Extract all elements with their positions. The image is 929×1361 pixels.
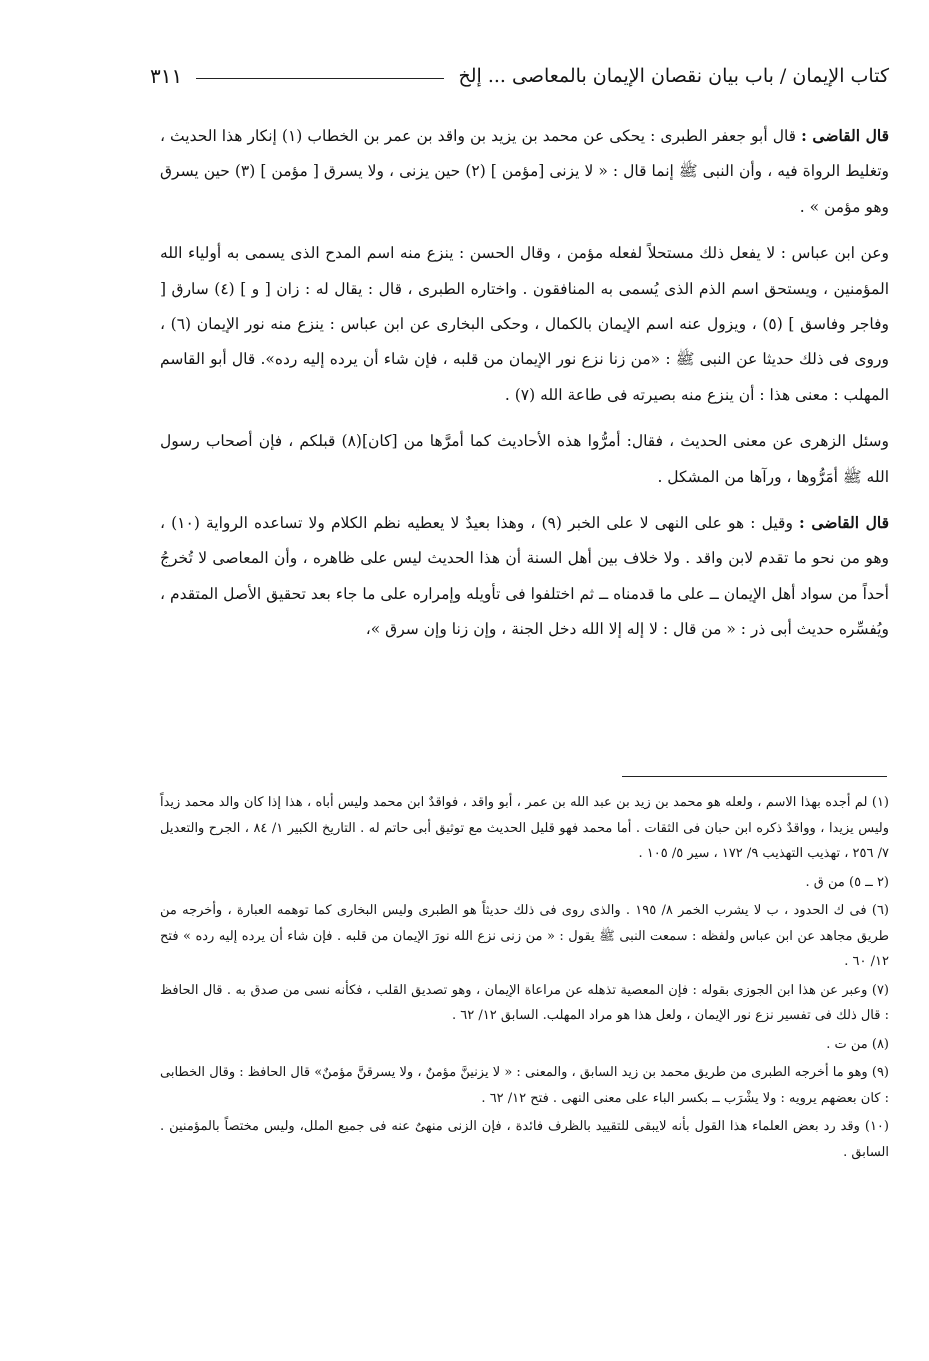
footnote-divider [622,776,887,777]
header-rule [196,78,444,79]
paragraph [160,235,889,413]
paragraph-lead: قال القاضى : [799,513,889,533]
footnote: (٧) وعبر عن هذا ابن الجوزى بقوله : فإن المعصية تذهله عن مراعاة الإيمان ، وهو تصديق القلب ، فكأنه نسى من صدق به . قال الحافظ : قال ذلك فى تفسير نزع نور الإيمان ، ولعل هذا هو مراد المهلب. السابق ١٢/ ٦٢ . [160,982,889,1023]
running-header-title: كتاب الإيمان / باب بيان نقصان الإيمان بالمعاصى ... إلخ [458,65,889,87]
paragraph-text: وسئل الزهرى عن معنى الحديث ، فقال: أمرُّوا هذه الأحاديث كما أمرَّها من [كان](٨) قبلكم ، فإن أصحاب رسول الله ﷺ أمَرُّوها ، ورآها من المشكل . [160,432,889,486]
footnote: (١٠) وقد رد بعض العلماء هذا القول بأنه لايبقى للتقييد بالظرف فائدة ، فإن الزنى منهىٌ عنه فى جميع الملل، وليس مختصاً بالمؤمنين . السابق . [160,1119,889,1160]
main-text [160,118,889,658]
page-number: ٣١١ [150,64,183,88]
footnote: (٢ ــ ٥) من ق . [805,874,889,890]
paragraph-text: وقيل : هو على النهى لا على الخبر (٩) ، وهذا بعيدٌ لا يعطيه نظم الكلام ولا تساعده الرواية (١٠) ، وهو من نحو ما تقدم لابن واقد . ولا خلاف بين أهل السنة أن هذا الحديث ليس على ظاهره ، وأن المعاصى لا تُخرجُ أحداً من سواد أهل الإيمان ــ على ما قدمناه ــ ثم اختلفوا فى تأويله وإمراره على ما جاء بعد تحقيق الأصل المتقدم ، ويُفسِّره حديث أبى ذر : « من قال : لا إله إلا الله دخل الجنة ، وإن زنا وإن سرق »، [160,514,889,639]
footnote: (٨) من ت . [826,1036,889,1052]
running-header [150,58,889,94]
footnote: (٦) فى ك الحدود ، ب لا يشرب الخمر ٨/ ١٩٥ . والذى روى فى ذلك حديثاً هو الطبرى وليس البخارى كما توهمه العبارة ، وأخرجه من طريق مجاهد عن ابن عباس ولفظه : سمعت النبى ﷺ يقول : « من زنى نزع الله نورَ الإيمان من قلبه . فإن شاء أن يرده إليه رده » فتح ١٢/ ٦٠ . [160,903,889,969]
paragraph [160,118,889,225]
paragraph-lead: قال القاضى : [801,126,889,145]
footnote: (١) لم أجده بهذا الاسم ، ولعله هو محمد بن زيد بن عبد الله بن عمر ، أبو واقد ، فواقدٌ ابن محمد وليس أباه ، هذا إذا كان والد محمد زيداً وليس يزيدا ، وواقدٌ ذكره ابن حبان فى الثقات . أما محمد فهو قليل الحديث مع توثيق أبى حاتم له . التاريخ الكبير ١/ ٨٤ ، الجرح والتعديل ٧/ ٢٥٦ ، تهذيب التهذيب ٩/ ١٧٢ ، سير ٥/ ١٠٥ . [160,795,889,861]
paragraph-text: وعن ابن عباس : لا يفعل ذلك مستحلاً لفعله مؤمن ، وقال الحسن : ينزع منه اسم المدح الذى يسمى به أولياء الله المؤمنين ، ويستحق اسم الذم الذى يُسمى به المنافقون . واختاره الطبرى ، قال : يقال له : زان [ و ] (٤) سارق [ وفاجر وفاسق ] (٥) ، ويزول عنه اسم الإيمان بالكمال ، وحكى البخارى عن ابن عباس : ينزع منه نور الإيمان (٦) ، وروى فى ذلك حديثا عن النبى ﷺ : «من زنا نزع نور الإيمان من قلبه ، فإن شاء أن يرده إليه رده». قال أبو القاسم المهلب : معنى هذا : أن ينزع منه بصيرته فى طاعة الله (٧) . [160,244,890,404]
paragraph [160,505,889,648]
paragraph-text: قال أبو جعفر الطبرى : يحكى عن محمد بن يزيد بن واقد بن عمر بن الخطاب (١) إنكار هذا الحديث ، وتغليط الرواة فيه ، وأن النبى ﷺ إنما قال : « لا يزنى [مؤمن ] (٢) حين يزنى ، ولا يسرق [ مؤمن ] (٣) حين يسرق وهو مؤمن » . [160,127,889,216]
footnotes [160,790,889,1168]
paragraph [160,423,889,495]
footnote: (٩) وهو ما أخرجه الطبرى من طريق محمد بن زيد السابق ، والمعنى : « لا يزنينَّ مؤمنٌ ، ولا يسرقنَّ مؤمنٌ» قال الحافظ : وقال الخطابى : كان بعضهم يرويه : ولا يشْرَب ــ بكسر الباء على معنى النهى . فتح ١٢/ ٦٢ . [160,1065,889,1106]
